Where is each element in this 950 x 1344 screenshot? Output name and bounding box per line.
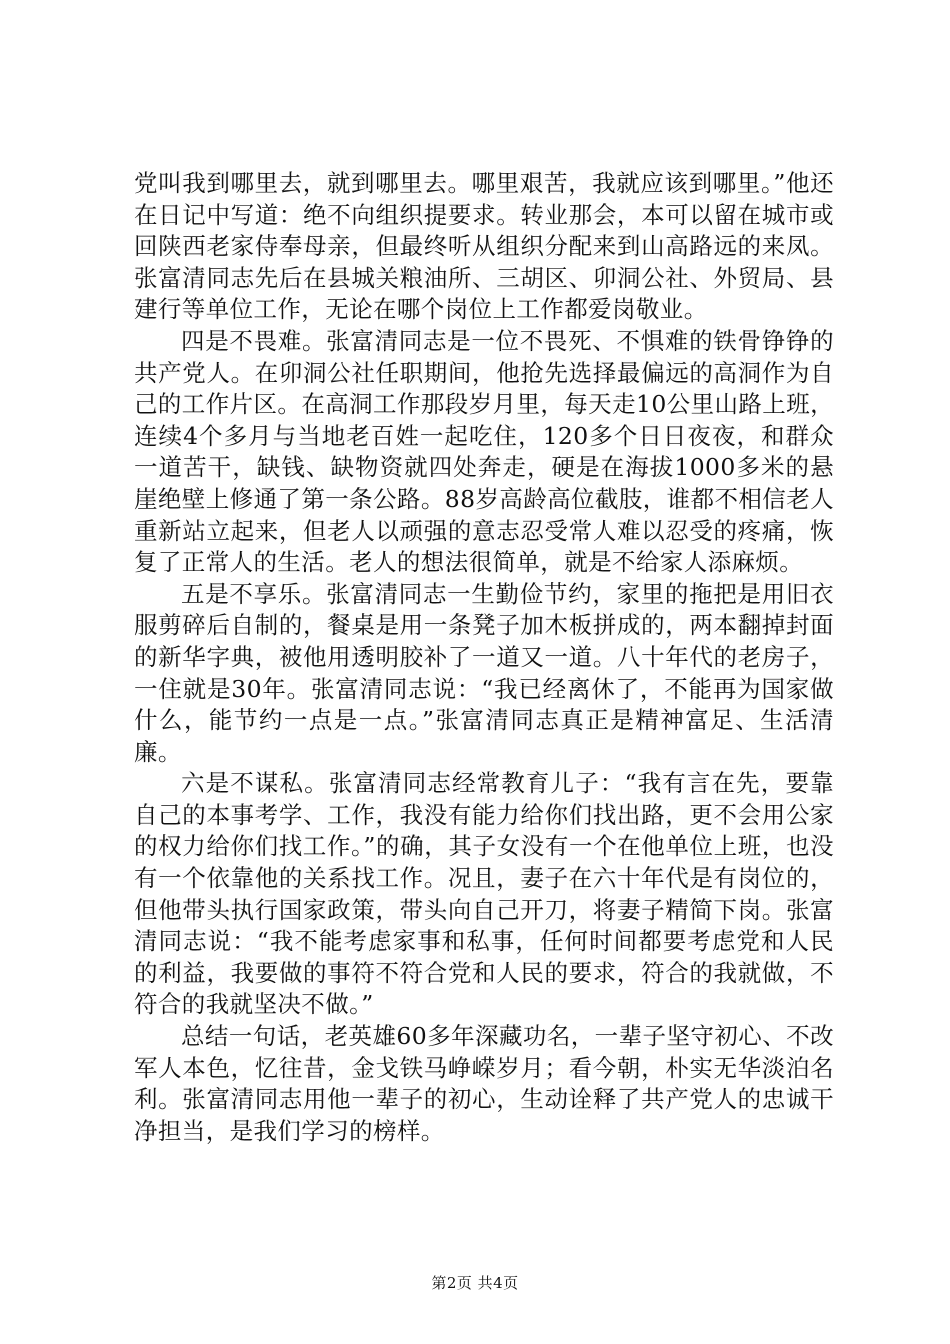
paragraph-continuation: 党叫我到哪里去，就到哪里去。哪里艰苦，我就应该到哪里。”他还在日记中写道：绝不向组织提要求。转业那会，本可以留在城市或回陕西老家侍奉母亲，但最终听从组织分配来到山高路远的来凤。张富清同志先后在县城关粮油所、三胡区、卯洞公社、外贸局、县建行等单位工作，无论在哪个岗位上工作都爱岗敬业。 [134,169,834,324]
paragraph-six-not-self-serving: 六是不谋私。张富清同志经常教育儿子：“我有言在先，要靠自己的本事考学、工作，我没有能力给你们找出路，更不会用公家的权力给你们找工作。”的确，其子女没有一个在他单位上班，也没有一个依靠他的关系找工作。况且，妻子在六十年代是有岗位的，但他带头执行国家政策，带头向自己开刀，将妻子精简下岗。张富清同志说：“我不能考虑家事和私事，任何时间都要考虑党和人民的利益，我要做的事符不符合党和人民的要求，符合的我就做，不符合的我就坚决不做。” [134,769,834,1019]
paragraph-four-not-afraid-of-hardship: 四是不畏难。张富清同志是一位不畏死、不惧难的铁骨铮铮的共产党人。在卯洞公社任职期间，他抢先选择最偏远的高洞作为自己的工作片区。在高洞工作那段岁月里，每天走10公里山路上班，连续4个多月与当地老百姓一起吃住，120多个日日夜夜，和群众一道苦干，缺钱、缺物资就四处奔走，硬是在海拔1000多米的悬崖绝壁上修通了第一条公路。88岁高龄高位截肢，谁都不相信老人重新站立起来，但老人以顽强的意志忍受常人难以忍受的疼痛，恢复了正常人的生活。老人的想法很简单，就是不给家人添麻烦。 [134,326,834,577]
page-footer-number: 第2页 共4页 [431,1274,519,1292]
paragraph-five-not-enjoying: 五是不享乐。张富清同志一生勤俭节约，家里的拖把是用旧衣服剪碎后自制的，餐桌是用一条凳子加木板拼成的，两本翻掉封面的新华字典，被他用透明胶补了一道又一道。八十年代的老房子，一住就是30年。张富清同志说：“我已经离休了，不能再为国家做什么，能节约一点是一点。”张富清同志真正是精神富足、生活清廉。 [134,579,834,766]
document-body [134,168,834,1147]
paragraph-summary: 总结一句话，老英雄60多年深藏功名，一辈子坚守初心、不改军人本色，忆往昔，金戈铁马峥嵘岁月；看今朝，朴实无华淡泊名利。张富清同志用他一辈子的初心，生动诠释了共产党人的忠诚干净担当，是我们学习的榜样。 [134,1022,834,1145]
